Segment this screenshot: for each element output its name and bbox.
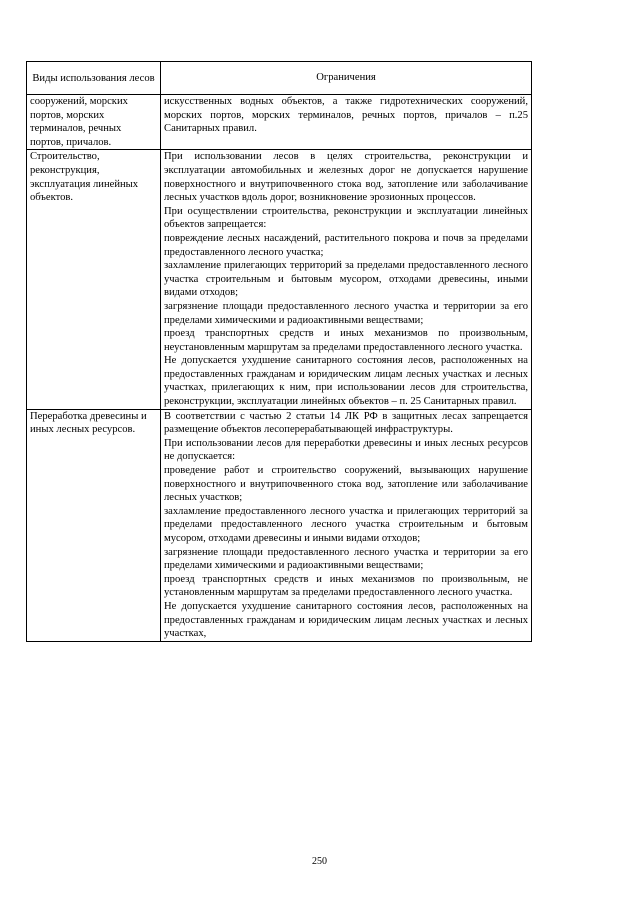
restriction-paragraph: проезд транспортных средств и иных механизмов по произвольным, не установленным маршрутам за пределами предоставленного лесного участка. [164, 573, 528, 599]
table-row [27, 150, 532, 409]
restriction-paragraph: При осуществлении строительства, реконструкции и эксплуатации линейных объектов запрещается: [164, 205, 528, 231]
restrictions-cell [161, 409, 532, 641]
restriction-paragraph: загрязнение площади предоставленного лесного участка и территории за его пределами химическими и радиоактивными веществами; [164, 546, 528, 572]
restriction-paragraph: проведение работ и строительство сооружений, вызывающих нарушение поверхностного и внутрипочвенного стока вод, затопление или заболачивание лесных участков; [164, 465, 528, 504]
restriction-paragraph: захламление прилегающих территорий за пределами предоставленного лесного участка строительным и бытовым мусором, отходами древесины, иными видами отходов; [164, 260, 528, 299]
usage-type-cell: сооружений, морских портов, морских терминалов, речных портов, причалов. [27, 95, 161, 150]
restrictions-cell [161, 95, 532, 150]
table-row [27, 409, 532, 641]
restriction-paragraph: загрязнение площади предоставленного лесного участка и территории за его пределами химическими и радиоактивными веществами; [164, 300, 528, 326]
header-restrictions: Ограничения [161, 62, 532, 95]
restriction-paragraph: При использовании лесов для переработки древесины и иных лесных ресурсов не допускается: [164, 437, 528, 463]
usage-type-cell: Переработка древесины и иных лесных ресурсов. [27, 409, 161, 641]
restriction-paragraph: При использовании лесов в целях строительства, реконструкции и эксплуатации автомобильных и железных дорог не допускается нарушение поверхностного и внутрипочвенного стока вод, затопление или заболачивание лесных участков вдоль дорог, возникновение эрозионных процессов. [164, 151, 528, 204]
page-number: 250 [312, 856, 327, 867]
usage-type-cell: Строительство, реконструкция, эксплуатация линейных объектов. [27, 150, 161, 409]
restriction-paragraph: Не допускается ухудшение санитарного состояния лесов, расположенных на предоставленных гражданам и юридическим лицам лесных участках и лесных участках, [164, 600, 528, 640]
table-header-row [27, 62, 532, 95]
restriction-paragraph: повреждение лесных насаждений, растительного покрова и почв за пределами предоставленного лесного участка; [164, 232, 528, 258]
header-usage-types: Виды использования лесов [27, 62, 161, 95]
restriction-paragraph: искусственных водных объектов, а также гидротехнических сооружений, морских портов, морских терминалов, речных портов, причалов – п.25 Санитарных правил. [164, 96, 528, 135]
restriction-paragraph: В соответствии с частью 2 статьи 14 ЛК РФ в защитных лесах запрещается размещение объектов лесоперерабатывающей инфраструктуры. [164, 410, 528, 436]
restriction-paragraph: захламление предоставленного лесного участка и прилегающих территорий за пределами предоставленного лесного участка строительным и бытовым мусором, отходами древесины и иными видами отходов; [164, 505, 528, 544]
restriction-paragraph: проезд транспортных средств и иных механизмов по произвольным, неустановленным маршрутам за пределами предоставленного лесного участка. [164, 328, 528, 353]
table-row [27, 95, 532, 150]
restriction-paragraph: Не допускается ухудшение санитарного состояния лесов, расположенных на предоставленных гражданам и юридическим лицам лесных участках и лесных участках, прилегающих к ним, при использовании лесов для строительства, реконструкции, эксплуатации линейных объектов – п. 25 Санитарных правил. [164, 355, 528, 408]
restrictions-cell [161, 150, 532, 409]
restrictions-table [26, 61, 532, 642]
